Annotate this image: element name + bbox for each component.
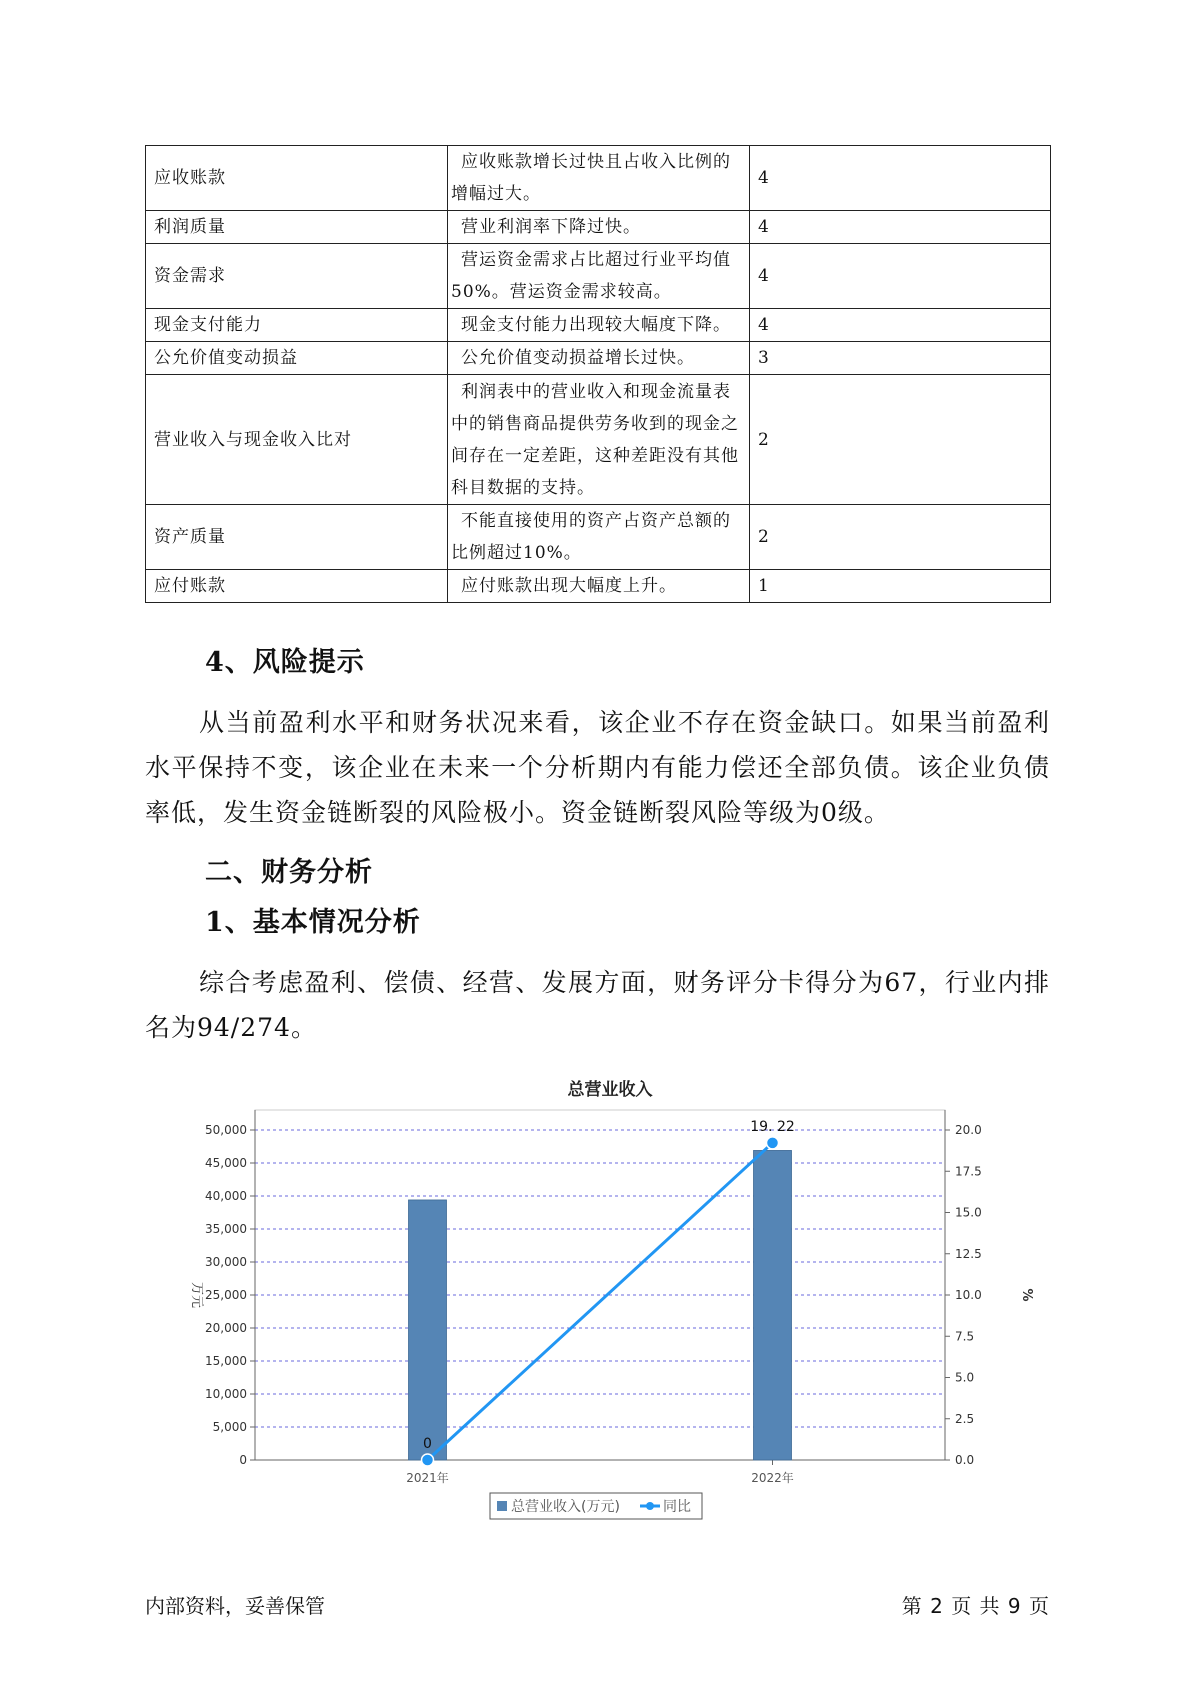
footer-page-number: 第 2 页 共 9 页	[901, 1594, 1050, 1618]
risk-desc-cell: 应收账款增长过快且占收入比例的增幅过大。	[448, 146, 750, 211]
risk-item-cell: 资产质量	[146, 505, 448, 570]
risk-score-cell: 4	[750, 309, 1051, 342]
risk-table-row	[146, 146, 1051, 211]
y-tick-label: 0	[239, 1453, 247, 1467]
y-tick-label: 25,000	[205, 1288, 247, 1302]
x-tick-label: 2022年	[751, 1471, 794, 1485]
risk-item-cell: 利润质量	[146, 211, 448, 244]
y-tick-label: 5,000	[212, 1420, 247, 1434]
risk-item-cell: 应收账款	[146, 146, 448, 211]
revenue-chart	[175, 1075, 1045, 1535]
y2-tick-label: 7.5	[955, 1329, 975, 1344]
risk-score-cell: 1	[750, 570, 1051, 603]
basic-heading: 1、基本情况分析	[205, 907, 421, 938]
risk-item-cell: 营业收入与现金收入比对	[146, 375, 448, 505]
y2-tick-label: 17.5	[955, 1164, 982, 1179]
risk-score-cell: 3	[750, 342, 1051, 375]
risk-table-row	[146, 309, 1051, 342]
y-tick-label: 15,000	[205, 1354, 247, 1368]
footer-confidential: 内部资料，妥善保管	[145, 1594, 325, 1618]
risk-table-row	[146, 505, 1051, 570]
legend-bar-label: 总营业收入(万元)	[511, 1499, 620, 1515]
y-tick-label: 30,000	[205, 1255, 247, 1269]
risk-paragraph: 从当前盈利水平和财务状况来看，该企业不存在资金缺口。如果当前盈利水平保持不变，该企业在未来一个分析期内有能力偿还全部负债。该企业负债率低，发生资金链断裂的风险极小。资金链断裂风险等级为0级。	[145, 708, 1050, 827]
x-tick-label: 2021年	[406, 1471, 449, 1485]
revenue-bar	[754, 1150, 792, 1460]
revenue-bar	[409, 1200, 447, 1460]
y2-tick-label: 10.0	[955, 1288, 982, 1302]
y2-tick-label: 5.0	[955, 1370, 975, 1385]
risk-table-row	[146, 375, 1051, 505]
y-tick-label: 35,000	[205, 1222, 247, 1236]
risk-desc-cell: 不能直接使用的资产占资产总额的比例超过10%。	[448, 505, 750, 570]
y2-tick-label: 2.5	[955, 1411, 975, 1426]
yoy-point	[422, 1454, 434, 1466]
y-tick-label: 10,000	[205, 1387, 247, 1401]
basic-paragraph: 综合考虑盈利、偿债、经营、发展方面，财务评分卡得分为67，行业内排名为94/274。	[145, 968, 1050, 1042]
y2-tick-label: 15.0	[955, 1205, 982, 1220]
risk-table-row	[146, 570, 1051, 603]
risk-heading: 4、风险提示	[205, 647, 365, 678]
y2-tick-label: 0.0	[955, 1453, 975, 1467]
legend-bar-swatch	[497, 1501, 507, 1511]
risk-item-cell: 资金需求	[146, 244, 448, 309]
y-tick-label: 45,000	[205, 1156, 247, 1170]
risk-desc-cell: 利润表中的营业收入和现金流量表中的销售商品提供劳务收到的现金之间存在一定差距，这种差距没有其他科目数据的支持。	[448, 375, 750, 505]
risk-score-cell: 2	[750, 375, 1051, 505]
y2-axis-label: %	[1019, 1288, 1034, 1302]
y-tick-label: 40,000	[205, 1189, 247, 1203]
yoy-point	[767, 1137, 779, 1149]
risk-table-row	[146, 211, 1051, 244]
yoy-data-label: 19. 22	[750, 1118, 795, 1135]
yoy-data-label: 0	[423, 1436, 432, 1452]
risk-item-cell: 应付账款	[146, 570, 448, 603]
risk-score-cell: 4	[750, 211, 1051, 244]
risk-desc-cell: 现金支付能力出现较大幅度下降。	[448, 309, 750, 342]
risk-item-cell: 现金支付能力	[146, 309, 448, 342]
legend-line-marker	[646, 1502, 654, 1510]
revenue-chart-svg	[175, 1075, 1045, 1535]
risk-item-cell: 公允价值变动损益	[146, 342, 448, 375]
y-tick-label: 20,000	[205, 1321, 247, 1335]
risk-score-cell: 4	[750, 146, 1051, 211]
y-tick-label: 50,000	[205, 1123, 247, 1137]
y2-tick-label: 20.0	[955, 1123, 982, 1137]
risk-desc-cell: 应付账款出现大幅度上升。	[448, 570, 750, 603]
risk-desc-cell: 公允价值变动损益增长过快。	[448, 342, 750, 375]
y2-tick-label: 12.5	[955, 1246, 982, 1261]
risk-score-cell: 4	[750, 244, 1051, 309]
finance-heading: 二、财务分析	[205, 857, 373, 888]
yoy-line	[428, 1143, 773, 1460]
legend-line-label: 同比	[663, 1499, 691, 1515]
chart-title: 总营业收入	[567, 1080, 653, 1100]
risk-table-row	[146, 342, 1051, 375]
risk-table-row	[146, 244, 1051, 309]
y-axis-label: 万元	[189, 1281, 204, 1309]
risk-table	[145, 145, 1051, 603]
risk-desc-cell: 营业利润率下降过快。	[448, 211, 750, 244]
risk-score-cell: 2	[750, 505, 1051, 570]
risk-desc-cell: 营运资金需求占比超过行业平均值50%。营运资金需求较高。	[448, 244, 750, 309]
